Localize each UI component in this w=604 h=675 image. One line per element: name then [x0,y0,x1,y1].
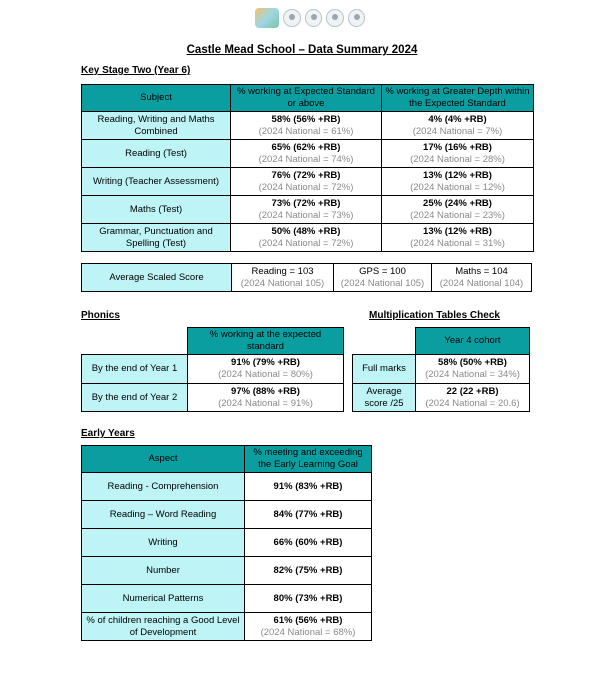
ks2-expected-national: (2024 National = 73%) [258,209,354,221]
ey-value: 80% (73% +RB) [273,592,343,604]
ks2-expected-value: 76% (72% +RB) [271,169,341,181]
scaled-maths: Maths = 104 [455,265,508,277]
scaled-score-label: Average Scaled Score [82,264,232,292]
ey-national: (2024 National = 68%) [260,626,356,638]
ks2-greater-national: (2024 National = 7%) [412,125,503,137]
mtc-value: 58% (50% +RB) [438,357,507,368]
phonics-table [81,327,344,412]
table-row [353,355,530,384]
table-row [82,264,532,292]
table-row [82,529,372,557]
ey-header-value: % meeting and exceeding the Early Learning Goal [245,446,372,473]
ey-header-aspect: Aspect [82,446,245,473]
mtc-national: (2024 National = 34%) [425,369,520,380]
ks2-expected-national: (2024 National = 61%) [258,125,354,137]
scaled-score-table [81,263,532,292]
scaled-reading-national: (2024 National 105) [240,277,325,289]
phonics-value: 91% (79% +RB) [231,357,300,368]
ks2-greater-national: (2024 National = 23%) [410,209,505,221]
ey-row-label: Reading – Word Reading [82,501,245,529]
scaled-maths-national: (2024 National 104) [439,277,524,289]
ey-value: 61% (56% +RB) [273,614,343,626]
ks2-greater-value: 4% (4% +RB) [428,113,487,125]
ks2-table [81,84,534,252]
ey-value: 82% (75% +RB) [273,564,343,576]
ey-row-label: Number [82,557,245,585]
ks2-heading: Key Stage Two (Year 6) [81,65,191,76]
ey-row-label: Writing [82,529,245,557]
ks2-greater-national: (2024 National = 31%) [410,237,505,249]
phonics-row-label: By the end of Year 2 [82,384,188,412]
ks2-expected-national: (2024 National = 72%) [258,181,354,193]
partner-badge-icon [348,9,365,27]
table-row [82,224,534,252]
partner-badge-icon [326,9,343,27]
early-years-table [81,445,372,641]
early-years-heading: Early Years [81,428,135,439]
scaled-gps: GPS = 100 [359,265,406,277]
document-title: Castle Mead School – Data Summary 2024 [186,44,418,56]
ks2-greater-value: 17% (16% +RB) [423,141,492,153]
table-row [353,384,530,412]
phonics-header: % working at the expected standard [188,328,344,355]
ks2-expected-value: 58% (56% +RB) [271,113,341,125]
ks2-greater-national: (2024 National = 28%) [410,153,505,165]
table-row [82,473,372,501]
table-row [82,196,534,224]
mtc-value: 22 (22 +RB) [446,385,499,397]
header-logos [255,8,365,28]
table-row [82,557,372,585]
ks2-subject: Writing (Teacher Assessment) [82,168,231,196]
ks2-greater-national: (2024 National = 12%) [410,181,505,193]
phonics-national: (2024 National = 80%) [218,369,313,380]
ks2-expected-national: (2024 National = 74%) [258,153,354,165]
table-row [82,355,344,384]
ks2-header-subject: Subject [82,85,231,112]
ks2-expected-value: 50% (48% +RB) [271,225,341,237]
ey-row-label: Numerical Patterns [82,585,245,613]
phonics-row-label: By the end of Year 1 [82,355,188,384]
ks2-expected-value: 65% (62% +RB) [271,141,341,153]
ks2-subject: Maths (Test) [82,196,231,224]
ks2-subject: Grammar, Punctuation and Spelling (Test) [82,224,231,252]
phonics-header-blank [82,328,188,355]
ks2-greater-value: 13% (12% +RB) [423,169,492,181]
ks2-subject: Reading, Writing and Maths Combined [82,112,231,140]
ks2-greater-value: 13% (12% +RB) [423,225,492,237]
mtc-table [352,327,530,412]
ks2-header-expected: % working at Expected Standard or above [231,85,382,112]
phonics-heading: Phonics [81,310,120,321]
table-row [82,112,534,140]
mtc-row-label: Full marks [353,355,416,384]
partner-badge-icon [283,9,300,27]
ks2-header-greater: % working at Greater Depth within the Expected Standard [382,85,534,112]
mtc-heading: Multiplication Tables Check [369,310,500,321]
ey-value: 91% (83% +RB) [273,480,343,492]
table-row [82,501,372,529]
ks2-subject: Reading (Test) [82,140,231,168]
ks2-expected-national: (2024 National = 72%) [258,237,354,249]
ey-value: 84% (77% +RB) [273,508,343,520]
mtc-national: (2024 National = 20.6) [425,397,520,409]
phonics-national: (2024 National = 91%) [218,397,313,409]
partner-badge-icon [305,9,322,27]
table-row [82,585,372,613]
ks2-expected-value: 73% (72% +RB) [271,197,341,209]
scaled-gps-national: (2024 National 105) [340,277,425,289]
mtc-header: Year 4 cohort [416,328,530,355]
mtc-row-label: Average score /25 [353,384,416,412]
ey-row-label: Reading - Comprehension [82,473,245,501]
school-logo-icon [255,8,279,28]
ey-value: 66% (60% +RB) [273,536,343,548]
table-row [82,168,534,196]
table-row [82,613,372,641]
table-row [82,140,534,168]
ey-row-label: % of children reaching a Good Level of Development [82,613,245,641]
scaled-reading: Reading = 103 [251,265,314,277]
table-row [82,384,344,412]
ks2-greater-value: 25% (24% +RB) [423,197,492,209]
mtc-header-blank [353,328,416,355]
phonics-value: 97% (88% +RB) [231,385,300,397]
